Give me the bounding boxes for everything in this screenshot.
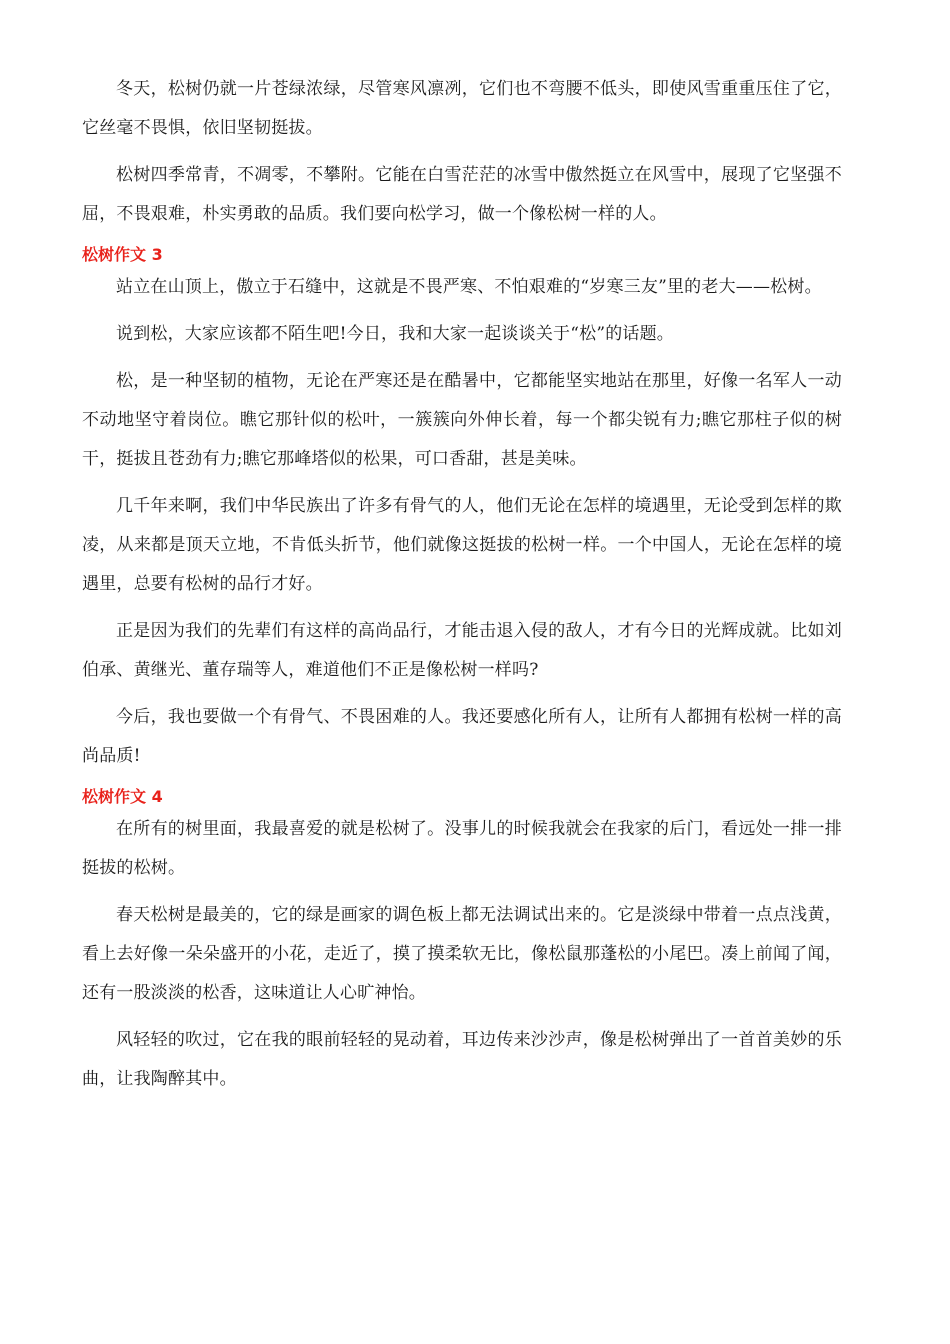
section-heading: 松树作文 4 bbox=[82, 787, 163, 806]
paragraph: 正是因为我们的先辈们有这样的高尚品行，才能击退入侵的敌人，才有今日的光辉成就。比如刘伯承、黄继光、董存瑞等人，难道他们不正是像松树一样吗? bbox=[82, 621, 842, 680]
section-heading: 松树作文 3 bbox=[82, 245, 163, 264]
paragraph: 今后，我也要做一个有骨气、不畏困难的人。我还要感化所有人，让所有人都拥有松树一样的高尚品质! bbox=[82, 707, 842, 766]
paragraph: 说到松，大家应该都不陌生吧!今日，我和大家一起谈谈关于“松”的话题。 bbox=[116, 324, 675, 344]
essay-continuation bbox=[82, 70, 842, 234]
paragraph: 几千年来啊，我们中华民族出了许多有骨气的人，他们无论在怎样的境遇里，无论受到怎样的欺凌，从来都是顶天立地，不肯低头折节，他们就像这挺拔的松树一样。一个中国人，无论在怎样的境遇里，总要有松树的品行才好。 bbox=[82, 496, 842, 594]
paragraph: 松，是一种坚韧的植物，无论在严寒还是在酷暑中，它都能坚实地站在那里，好像一名军人一动不动地坚守着岗位。瞧它那针似的松叶，一簇簇向外伸长着，每一个都尖锐有力;瞧它那柱子似的树干，挺拔且苍劲有力;瞧它那峰塔似的松果，可口香甜，甚是美味。 bbox=[82, 371, 842, 469]
document-page bbox=[82, 70, 842, 1107]
paragraph: 站立在山顶上，傲立于石缝中，这就是不畏严寒、不怕艰难的“岁寒三友”里的老大——松树。 bbox=[116, 277, 822, 297]
paragraph: 冬天，松树仍就一片苍绿浓绿，尽管寒风凛冽，它们也不弯腰不低头，即使风雪重重压住了它，它丝毫不畏惧，依旧坚韧挺拔。 bbox=[82, 79, 842, 138]
essay-3 bbox=[82, 242, 842, 776]
paragraph: 松树四季常青，不凋零，不攀附。它能在白雪茫茫的冰雪中傲然挺立在风雪中，展现了它坚强不屈，不畏艰难，朴实勇敢的品质。我们要向松学习，做一个像松树一样的人。 bbox=[82, 165, 842, 224]
paragraph: 在所有的树里面，我最喜爱的就是松树了。没事儿的时候我就会在我家的后门，看远处一排一排挺拔的松树。 bbox=[82, 819, 842, 878]
paragraph: 风轻轻的吹过，它在我的眼前轻轻的晃动着，耳边传来沙沙声，像是松树弹出了一首首美妙的乐曲，让我陶醉其中。 bbox=[82, 1030, 842, 1089]
paragraph: 春天松树是最美的，它的绿是画家的调色板上都无法调试出来的。它是淡绿中带着一点点浅黄，看上去好像一朵朵盛开的小花，走近了，摸了摸柔软无比，像松鼠那蓬松的小尾巴。凑上前闻了闻，还有一股淡淡的松香，这味道让人心旷神怡。 bbox=[82, 905, 842, 1003]
essay-4 bbox=[82, 784, 842, 1099]
